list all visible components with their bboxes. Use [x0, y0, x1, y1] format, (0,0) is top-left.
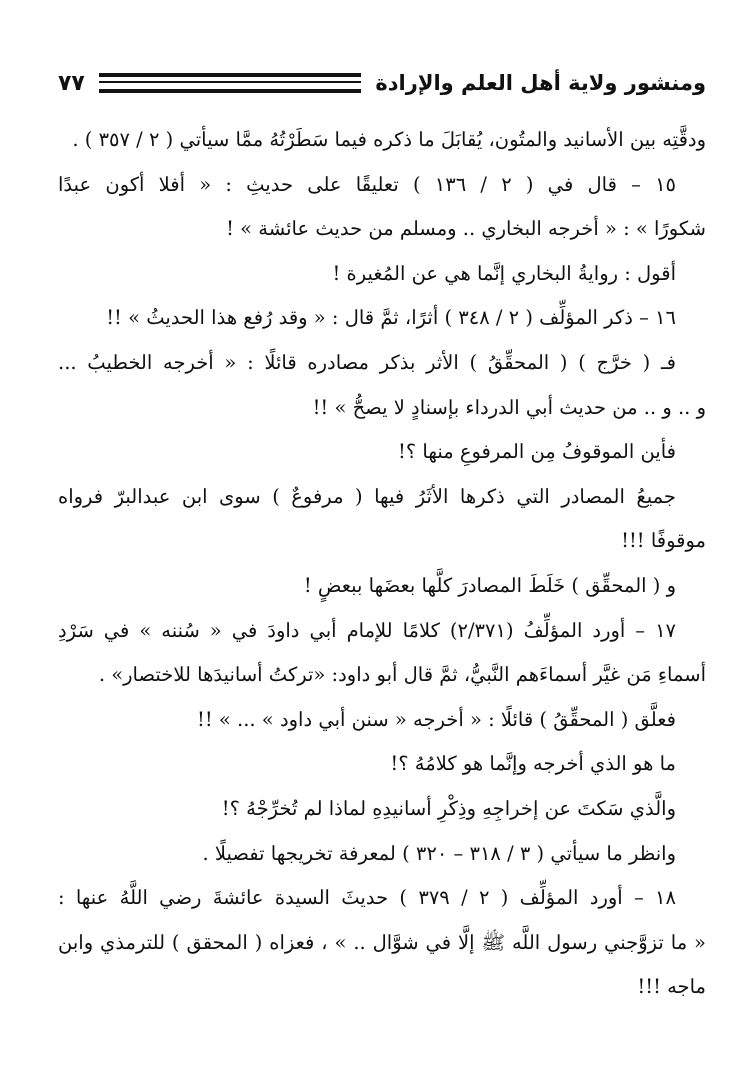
text-line: أقول : روايةُ البخاري إنَّما هي عن المُغيرة !	[332, 261, 676, 285]
page-header	[58, 62, 706, 104]
text-line: ١٧ – أورد المؤلِّفُ (٢/٣٧١) كلامًا للإمام أبي داودَ في « سُننه » في سَرْدِ	[58, 618, 677, 642]
text-line: فـ ( خرَّج ) ( المحقِّقُ ) الأثر بذكر مصادره قائلًا : « أخرجه الخطيبُ ...	[58, 350, 676, 374]
book-page	[58, 62, 706, 1010]
body-text	[58, 118, 706, 1010]
text-line: شكورًا » : « أخرجه البخاري .. ومسلم من حديث عائشة » !	[226, 217, 706, 241]
text-line: فعلَّق ( المحقِّقُ ) قائلًا : « أخرجه « سنن أبي داود » ... » !!	[197, 707, 676, 731]
text-line: ١٦ – ذكر المؤلِّف ( ٢ / ٣٤٨ ) أثرًا، ثمَّ قال : « وقد رُفع هذا الحديثُ » !!	[106, 306, 676, 330]
running-title: ومنشور ولاية أهل العلم والإرادة	[375, 71, 706, 95]
text-line: موقوفًا !!!	[621, 529, 706, 553]
text-line: و .. و .. من حديث أبي الدرداء بإسنادٍ لا يصحُّ » !!	[312, 395, 706, 419]
text-line: « ما تزوَّجني رسول اللَّه ﷺ إلَّا في شوَّال .. » ، فعزاه ( المحقق ) للترمذي وابن	[58, 930, 706, 954]
text-line: أسماءِ مَن غيَّر أسماءَهم النَّبيُّ، ثمَّ قال أبو داود: «تركتُ أسانيدَها للاختصار» .	[98, 663, 706, 687]
text-line: ماجه !!!	[637, 975, 706, 999]
page-number: ٧٧	[58, 70, 85, 96]
text-line: ١٨ – أورد المؤلِّف ( ٢ / ٣٧٩ ) حديثَ السيدة عائشةَ رضي اللَّهُ عنها :	[58, 886, 676, 910]
text-line: ما هو الذي أخرجه وإنَّما هو كلامُهُ ؟!	[390, 752, 676, 776]
header-rule	[99, 73, 362, 93]
text-line: ودقَّتِه بين الأسانيد والمتُون، يُقابَلَ ما ذكره فيما سَطَرْتُهُ ممَّا سيأتي ( ٢ / ٣٥٧ ) .	[72, 128, 706, 151]
text-line: و ( المحقِّق ) خَلَطَ المصادرَ كلَّها بعضَها ببعضٍ !	[303, 573, 676, 597]
text-line: جميعُ المصادر التي ذكرها الأثَرُ فيها ( مرفوعٌ ) سوى ابن عبدالبرّ فرواه	[58, 484, 676, 508]
text-line: وانظر ما سيأتي ( ٣ / ٣١٨ – ٣٢٠ ) لمعرفة تخريجها تفصيلًا .	[202, 841, 676, 865]
text-line: فأين الموقوفُ مِن المرفوعِ منها ؟!	[398, 440, 676, 464]
text-line: والَّذي سَكتَ عن إخراجِهِ وذِكْرِ أسانيدِهِ لماذا لم تُخرِّجْهُ ؟!	[221, 796, 676, 820]
text-line: ١٥ – قال في ( ٢ / ١٣٦ ) تعليقًا على حديثِ : « أفلا أكون عبدًا	[58, 172, 677, 196]
